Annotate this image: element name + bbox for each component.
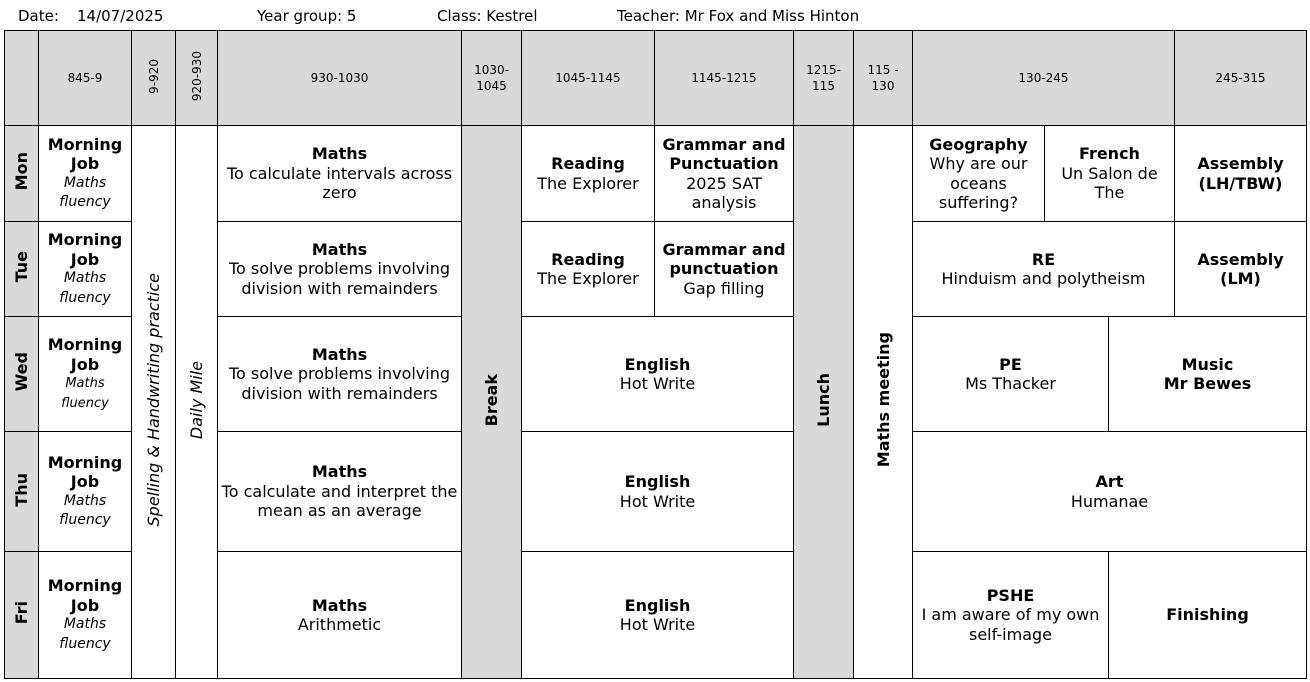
tue-re: RE Hinduism and polytheism [913,222,1175,317]
morning-job-thu: Morning Job Maths fluency [39,432,132,552]
fri-finishing: Finishing [1109,552,1307,679]
thu-art: Art Humanae [913,432,1307,552]
mon-geography: Geography Why are our oceans suffering? [913,126,1045,222]
time-920-930 [176,31,218,126]
date-value: 14/07/2025 [77,7,164,25]
time-930-1030: 930-1030 [218,31,462,126]
day-tue: Tue [5,222,39,317]
fri-pshe: PSHE I am aware of my own self-image [913,552,1109,679]
thu-english: English Hot Write [522,432,794,552]
tue-assembly: Assembly (LM) [1175,222,1307,317]
time-1030-1045: 1030- 1045 [462,31,522,126]
timetable [4,30,1307,679]
mon-grammar: Grammar and Punctuation 2025 SAT analysis [655,126,794,222]
tue-reading: Reading The Explorer [522,222,655,317]
break-label: Break [482,373,501,427]
fri-english: English Hot Write [522,552,794,679]
maths-meeting-cell [854,126,913,679]
lunch-label: Lunch [814,373,833,427]
year-group: Year group: 5 [257,7,357,25]
time-130-245: 130-245 [913,31,1175,126]
time-1145-1215: 1145-1215 [655,31,794,126]
morning-job-wed: Morning Job Maths fluency [39,317,132,432]
morning-job-mon: Morning Job Maths fluency [39,126,132,222]
day-wed: Wed [5,317,39,432]
time-1215-115: 1215- 115 [794,31,854,126]
daily-mile-cell [176,126,218,679]
timetable-header [0,7,1310,27]
time-845-9: 845-9 [39,31,132,126]
mon-maths: Maths To calculate intervals across zero [218,126,462,222]
time-1045-1145: 1045-1145 [522,31,655,126]
daily-mile-label: Daily Mile [187,360,206,440]
mon-french: French Un Salon de The [1045,126,1175,222]
wed-pe: PE Ms Thacker [913,317,1109,432]
date-label: Date: [18,7,59,25]
time-115-130: 115 - 130 [854,31,913,126]
spelling-handwriting-label: Spelling & Handwriting practice [144,273,163,527]
corner-cell [5,31,39,126]
thu-maths: Maths To calculate and interpret the mean as an average [218,432,462,552]
mon-assembly: Assembly (LH/TBW) [1175,126,1307,222]
morning-job-fri: Morning Job Maths fluency [39,552,132,679]
mon-reading: Reading The Explorer [522,126,655,222]
morning-job-tue: Morning Job Maths fluency [39,222,132,317]
teacher-name: Teacher: Mr Fox and Miss Hinton [617,7,860,25]
fri-maths: Maths Arithmetic [218,552,462,679]
break-cell [462,126,522,679]
class-name: Class: Kestrel [437,7,538,25]
time-9-920 [132,31,176,126]
wed-maths: Maths To solve problems involving division with remainders [218,317,462,432]
day-thu: Thu [5,432,39,552]
tue-grammar: Grammar and punctuation Gap filling [655,222,794,317]
time-920-930-label: 920-930 [189,50,204,102]
lunch-cell [794,126,854,679]
day-mon: Mon [5,126,39,222]
time-9-920-label: 9-920 [146,58,161,94]
maths-meeting-label: Maths meeting [873,332,893,468]
tue-maths: Maths To solve problems involving division with remainders [218,222,462,317]
wed-english: English Hot Write [522,317,794,432]
wed-music: Music Mr Bewes [1109,317,1307,432]
time-245-315: 245-315 [1175,31,1307,126]
spelling-handwriting-cell [132,126,176,679]
day-fri: Fri [5,552,39,679]
